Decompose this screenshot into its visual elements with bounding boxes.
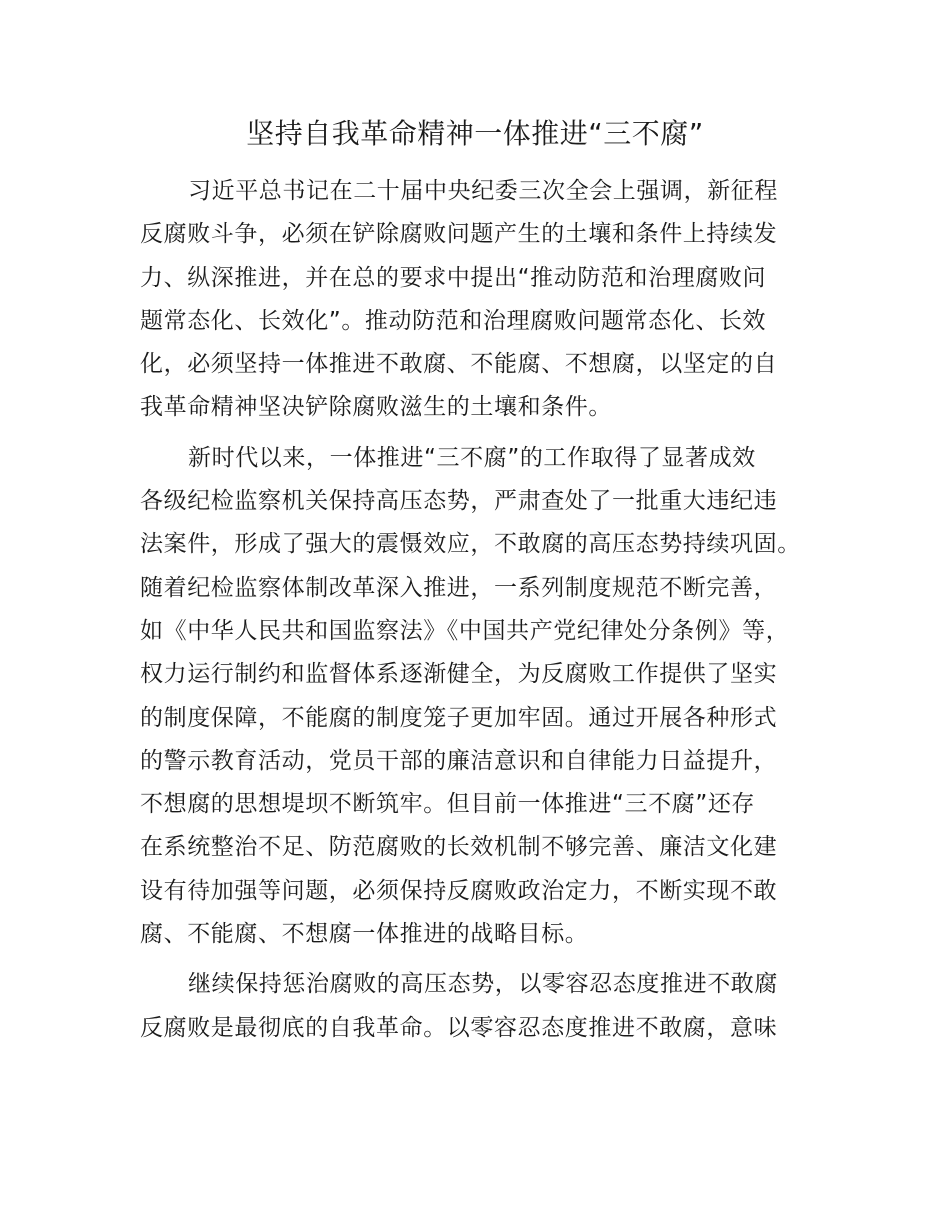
paragraph-line: 在系统整治不足、防范腐败的长效机制不够完善、廉洁文化建 [140,834,778,861]
paragraph-3 [140,963,840,1050]
paragraph-line: 反腐败斗争，必须在铲除腐败问题产生的土壤和条件上持续发 [140,221,778,248]
paragraph-2 [140,437,840,957]
paragraph-line: 继续保持惩治腐败的高压态势，以零容忍态度推进不敢腐 [188,971,778,998]
paragraph-1 [140,170,840,430]
document-body [140,170,840,1057]
paragraph-line: 反腐败是最彻底的自我革命。以零容忍态度推进不敢腐，意味 [140,1014,778,1041]
paragraph-line: 的制度保障，不能腐的制度笼子更加牢固。通过开展各种形式 [140,704,778,731]
paragraph-line: 的警示教育活动，党员干部的廉洁意识和自律能力日益提升， [140,747,778,774]
paragraph-line: 各级纪检监察机关保持高压态势，严肃查处了一批重大违纪违 [140,488,778,515]
paragraph-line: 不想腐的思想堤坝不断筑牢。但目前一体推进“三不腐”还存 [140,791,756,818]
paragraph-line: 法案件，形成了强大的震慑效应，不敢腐的高压态势持续巩固。 [140,531,801,558]
paragraph-line: 力、纵深推进，并在总的要求中提出“推动防范和治理腐败问 [140,264,767,291]
paragraph-line: 我革命精神坚决铲除腐败滋生的土壤和条件。 [140,394,612,421]
paragraph-line: 权力运行制约和监督体系逐渐健全，为反腐败工作提供了坚实 [140,661,778,688]
document-title: 坚持自我革命精神一体推进“三不腐” [246,117,704,150]
paragraph-line: 腐、不能腐、不想腐一体推进的战略目标。 [140,921,589,948]
paragraph-line: 设有待加强等问题，必须保持反腐败政治定力，不断实现不敢 [140,877,778,904]
paragraph-line: 随着纪检监察体制改革深入推进，一系列制度规范不断完善， [140,574,778,601]
paragraph-line: 如《中华人民共和国监察法》《中国共产党纪律处分条例》等， [140,617,790,644]
paragraph-line: 新时代以来，一体推进“三不腐”的工作取得了显著成效 [188,444,756,471]
paragraph-line: 题常态化、长效化”。推动防范和治理腐败问题常态化、长效 [140,307,767,334]
paragraph-line: 习近平总书记在二十届中央纪委三次全会上强调，新征程 [188,178,778,204]
paragraph-line: 化，必须坚持一体推进不敢腐、不能腐、不想腐，以坚定的自 [140,351,778,378]
